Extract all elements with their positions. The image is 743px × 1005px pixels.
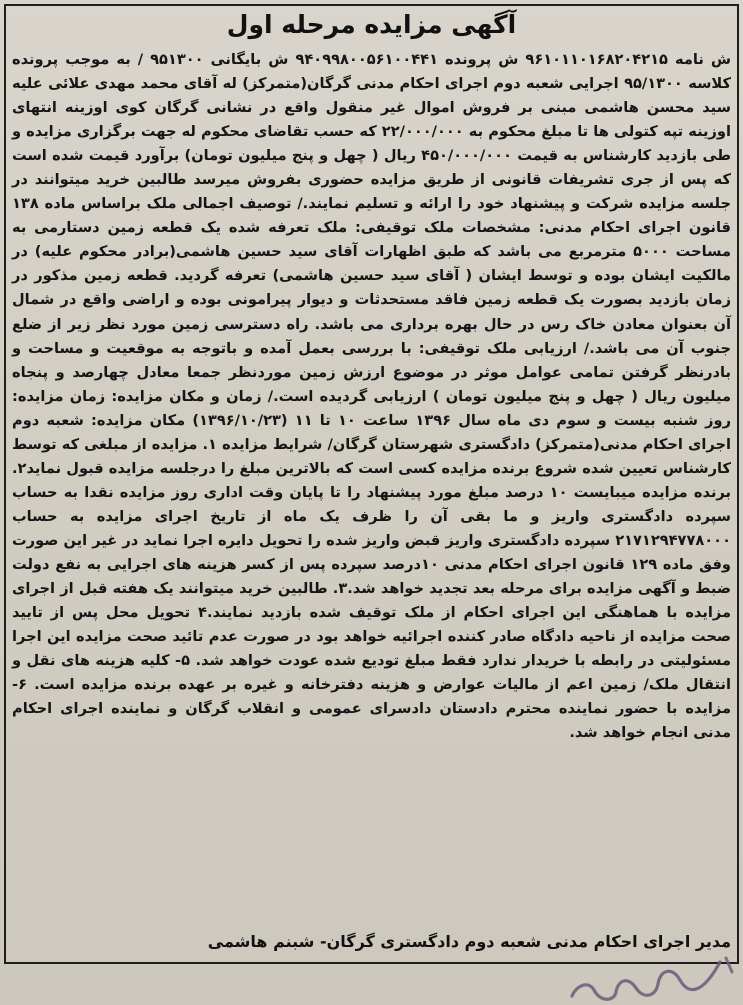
notice-signature: مدیر اجرای احکام مدنی شعبه دوم دادگستری گرگان- شبنم هاشمی: [207, 932, 731, 951]
handwritten-scribble: [520, 950, 740, 1005]
notice-title: آگهی مزایده مرحله اول: [226, 10, 517, 39]
notice-body: [12, 48, 731, 745]
notice-body-paragraph: ش نامه ۹۶۱۰۱۱۰۱۶۸۲۰۴۲۱۵ ش پرونده ۹۴۰۹۹۸۰۰۵۶۱۰۰۴۴۱ ش بایگانی ۹۵۱۳۰۰ / به موجب پرونده کلاسه ۹۵/۱۳۰۰ اجرایی شعبه دوم اجرای احکام مدنی گرگان(متمرکز) له آقای محمد مهدی علائی علیه سید محسن هاشمی مبنی بر فروش اموال غیر منقول واقع در نشانی گرگان کوی اوزینه انتهای اوزینه تپه کتولی ها تا مبلغ محکوم به ۲۲/۰۰۰/۰۰۰ که حسب تقاضای محکوم له جهت برگزاری مزایده و طی بازدید کارشناس به قیمت ۴۵۰/۰۰۰/۰۰۰ ریال ( چهل و پنج میلیون تومان) برآورد قیمت شده است که پس از جری تشریفات قانونی از طریق مزایده حضوری بفروش میرسد طالبین خرید میتوانند در جلسه مزایده شرکت و پیشنهاد خود را ارائه و تسلیم نمایند./ توصیف اجمالی ملک براساس ماده ۱۳۸ قانون اجرای احکام مدنی: مشخصات ملک توقیفی: ملک تعرفه شده یک قطعه زمین دستارمی به مساحت ۵۰۰۰ مترمربع می باشد که طبق اظهارات آقای سید حسین هاشمی(برادر محکوم علیه) در مالکیت ایشان بوده و توسط ایشان ( آقای سید حسین هاشمی) تعرفه گردید. قطعه زمین مذکور در زمان بازدید بصورت یک قطعه زمین فاقد مستحدثات و دیوار پیرامونی بوده و اراضی واقع در شمال آن بعنوان معادن خاک رس در حال بهره برداری می باشد. راه دسترسی زمین مورد نظر زیر از ضلع جنوب آن می باشد./ ارزیابی ملک توقیفی: با بررسی بعمل آمده و باتوجه به موقعیت و مساحت و بادرنظر گرفتن تمامی عوامل موثر در موضوع ارزش زمین موردنظر جمعا معادل چهارصد و پنجاه میلیون ریال ( چهل و پنج میلیون تومان ) ارزیابی گردیده است./ زمان و مکان مزایده: زمان مزایده: روز شنبه بیست و سوم دی ماه سال ۱۳۹۶ ساعت ۱۰ تا ۱۱ (۱۳۹۶/۱۰/۲۳) مکان مزایده: شعبه دوم اجرای احکام مدنی(متمرکز) دادگستری شهرستان گرگان/ شرایط مزایده ۱. مزایده از مبلغی که توسط کارشناس تعیین شده شروع برنده مزایده کسی است که بالاترین مبلغ را درجلسه مزایده قبول نماید۲. برنده مزایده میبایست ۱۰ درصد مبلغ مورد پیشنهاد را تا پایان وقت اداری روز مزایده نقدا به حساب سپرده دادگستری واریز و ما بقی آن را ظرف یک ماه از تاریخ اجرای مزایده به حساب ۲۱۷۱۲۹۴۷۷۸۰۰۰ سپرده دادگستری واریز قبض واریز شده را تحویل دایره اجرا نماید در غیر این صورت وفق ماده ۱۲۹ قانون اجرای احکام مدنی ۱۰درصد سپرده پس از کسر هزینه های اجرایی به نفع دولت ضبط و آگهی مزایده برای مرحله بعد تجدید خواهد شد.۳. طالبین خرید میتوانند یک هفته قبل از اجرای مزایده با هماهنگی این اجرای احکام از ملک توقیف شده بازدید نمایند.۴ تحویل محل پس از تایید صحت مزایده از ناحیه دادگاه صادر کننده اجرائیه خواهد بود در صورت عدم تائید صحت مزایده این اجرا مسئولیتی در رابطه با خریدار ندارد فقط مبلغ تودیع شده عودت خواهد شد. ۵- کلیه هزینه های نقل و انتقال ملک/ زمین اعم از مالیات عوارض و هزینه دفترخانه و غیره بر عهده برنده مزایده است. ۶- مزایده با حضور نماینده محترم دادستان دادسرای عمومی و انقلاب گرگان و نماینده اجرای احکام مدنی انجام خواهد شد.: [12, 51, 732, 742]
